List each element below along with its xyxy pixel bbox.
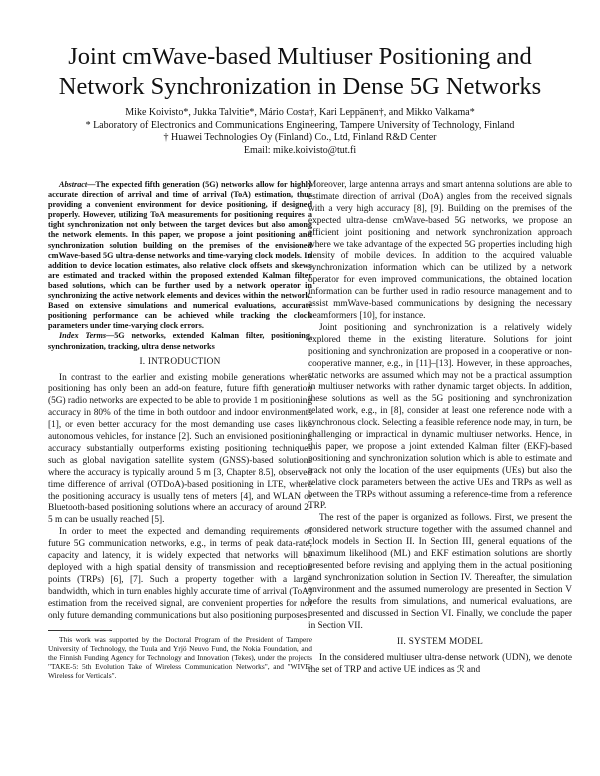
system-model-paragraph-1: In the considered multiuser ultra-dense network (UDN), we denote the set of TRP and active UE indices as ℛ and bbox=[308, 653, 572, 676]
author-email: Email: mike.koivisto@tut.fi bbox=[243, 144, 357, 156]
left-column bbox=[48, 180, 312, 680]
intro-paragraph-1: In contrast to the earlier and existing mobile generations where positioning has only been an add-on feature, future fifth generation (5G) radio networks are expected to be able to provide 1 m positioning accuracy in 80% of the time in both outdoor and indoor environments [1], or even better accuracy for the most demanding use cases like autonomous vehicles, for instance [2]. Such an envisioned positioning accuracy substantially outperforms existing positioning techniques such as global navigation satellite system (GNSS)-based solutions where the accuracy is typically around 5 m [3, Chapter 8.5], observed time difference of arrival (OTDoA)-based positioning in LTE, where the positioning accuracy is usually tens of meters [4], and WLAN or Bluetooth-based positioning solutions where an accuracy of around 2-5 m can be usually reached [5]. bbox=[48, 372, 312, 526]
paper-title bbox=[20, 42, 580, 102]
right-column bbox=[308, 180, 572, 677]
index-terms bbox=[48, 331, 312, 351]
intro-paragraph-5: The rest of the paper is organized as follows. First, we present the considered network structure together with the assumed channel and clock models in Section II. In Section III, general equations of the maximum likelihood (ML) and EKF estimation solutions are shortly presented before revising and applying them in the actual positioning and synchronization solution in Section IV. Thereafter, the simulation environment and the assumed numerology are presented in Section V before the results from simulations, and numerical evaluations, are presented and discussed in Section VI. Finally, we conclude the paper in Section VII. bbox=[308, 513, 572, 631]
title-line-2: Network Synchronization in Dense 5G Networks bbox=[58, 73, 542, 100]
affiliation-1: * Laboratory of Electronics and Communications Engineering, Tampere University of Technology, Finland bbox=[85, 119, 515, 131]
author-block bbox=[20, 107, 580, 157]
index-terms-text: —5G networks, extended Kalman filter, positioning, synchronization, tracking, ultra dense networks bbox=[48, 331, 312, 351]
abstract-label: Abstract bbox=[59, 180, 88, 189]
intro-paragraph-2: In order to meet the expected and demanding requirements of future 5G communication networks, e.g., in terms of peak data-rate, capacity and latency, it is widely expected that networks will be deployed with a high spatial density of transmission and reception points (TRPs) [6], [7]. Such a property together with a large bandwidth, which in turn enables highly accurate time of arrival (ToA) estimation from the received signal, are convenient properties for not only future demanding communications but also positioning purposes. bbox=[48, 527, 312, 621]
index-terms-label: Index Terms bbox=[59, 331, 107, 341]
intro-paragraph-4: Joint positioning and synchronization is a relatively widely explored theme in the existing literature. Solutions for joint positioning and synchronization are proposed in a cooperative or non-cooperative manner, e.g., in [11]–[13]. However, in these approaches, static networks are assumed which may not be a practical assumption in multiuser networks with rather dynamic target objects. In addition, these solutions as well as the 5G positioning and synchronization related work, e.g., in [8], consider at least one reference node with a synchronous clock. Selecting a feasible reference node may, in turn, be challenging or impractical in dynamic multiuser networks. Hence, in this paper, we propose a joint extended Kalman filter (EKF)-based positioning and synchronization solution which is able to estimate and track not only the location of the user equipments (UEs) but also the relative clock parameters between the active UEs and TRPs as well as between the TRPs without assuming a reference-time from a reference TRP. bbox=[308, 322, 572, 512]
abstract-text: —The expected fifth generation (5G) networks allow for highly accurate direction of arrival and time of arrival (ToA) estimation, thus providing a convenient environment for device positioning, if designed properly. However, utilizing ToA measurements for positioning requires a tight synchronization not only between the target devices but also among the network elements. In this paper, we propose a joint positioning and synchronization solution building on the premises of the envisioned cmWave-based 5G ultra-dense networks and time-varying clock models. In addition to device location estimates, also relative clock offsets and skews are estimated and tracked within the proposed extended Kalman filter based solutions, which can be further used by a network operator in synchronizing the active network elements and devices within the network. Based on extensive simulations and numerical evaluations, accurate positioning performance can be achieved while tracking the clock parameters under time-varying clock errors. bbox=[48, 180, 312, 331]
abstract bbox=[48, 180, 312, 331]
author-names: Mike Koivisto*, Jukka Talvitie*, Mário Costa†, Kari Leppänen†, and Mikko Valkama* bbox=[125, 107, 475, 118]
funding-footnote: This work was supported by the Doctoral Program of the President of Tampere University of Technology, the Tuula and Yrjö Neuvo Fund, the Nokia Foundation, and the Finnish Funding Agency for Technology and Innovation (Tekes), under the projects "TAKE-5: 5th Evolution Take of Wireless Communication Networks", and "WIVE: Wireless for Verticals". bbox=[48, 634, 312, 680]
affiliation-2: † Huawei Technologies Oy (Finland) Co., Ltd, Finland R&D Center bbox=[163, 132, 437, 144]
section-heading-introduction: I. INTRODUCTION bbox=[139, 356, 221, 367]
section-heading-system-model: II. SYSTEM MODEL bbox=[396, 637, 484, 648]
footnote-divider bbox=[48, 630, 112, 631]
title-line-1: Joint cmWave-based Multiuser Positioning and bbox=[68, 43, 532, 70]
intro-paragraph-3: Moreover, large antenna arrays and smart antenna solutions are able to estimate direction of arrival (DoA) angles from the received signals with a very high accuracy [8], [9]. Building on the premises of the expected ultra-dense cmWave-based 5G networks, we propose an efficient joint positioning and network synchronization approach where we take advantage of the expected 5G properties including high density of mobile devices. In addition to the acquired valuable synchronization information which can be utilized by a network operator for even improved communications, the obtained location information can be further used in radio resource management and to assist mmWave-based communications by designing the necessary beamformers [10], for instance. bbox=[308, 180, 572, 321]
